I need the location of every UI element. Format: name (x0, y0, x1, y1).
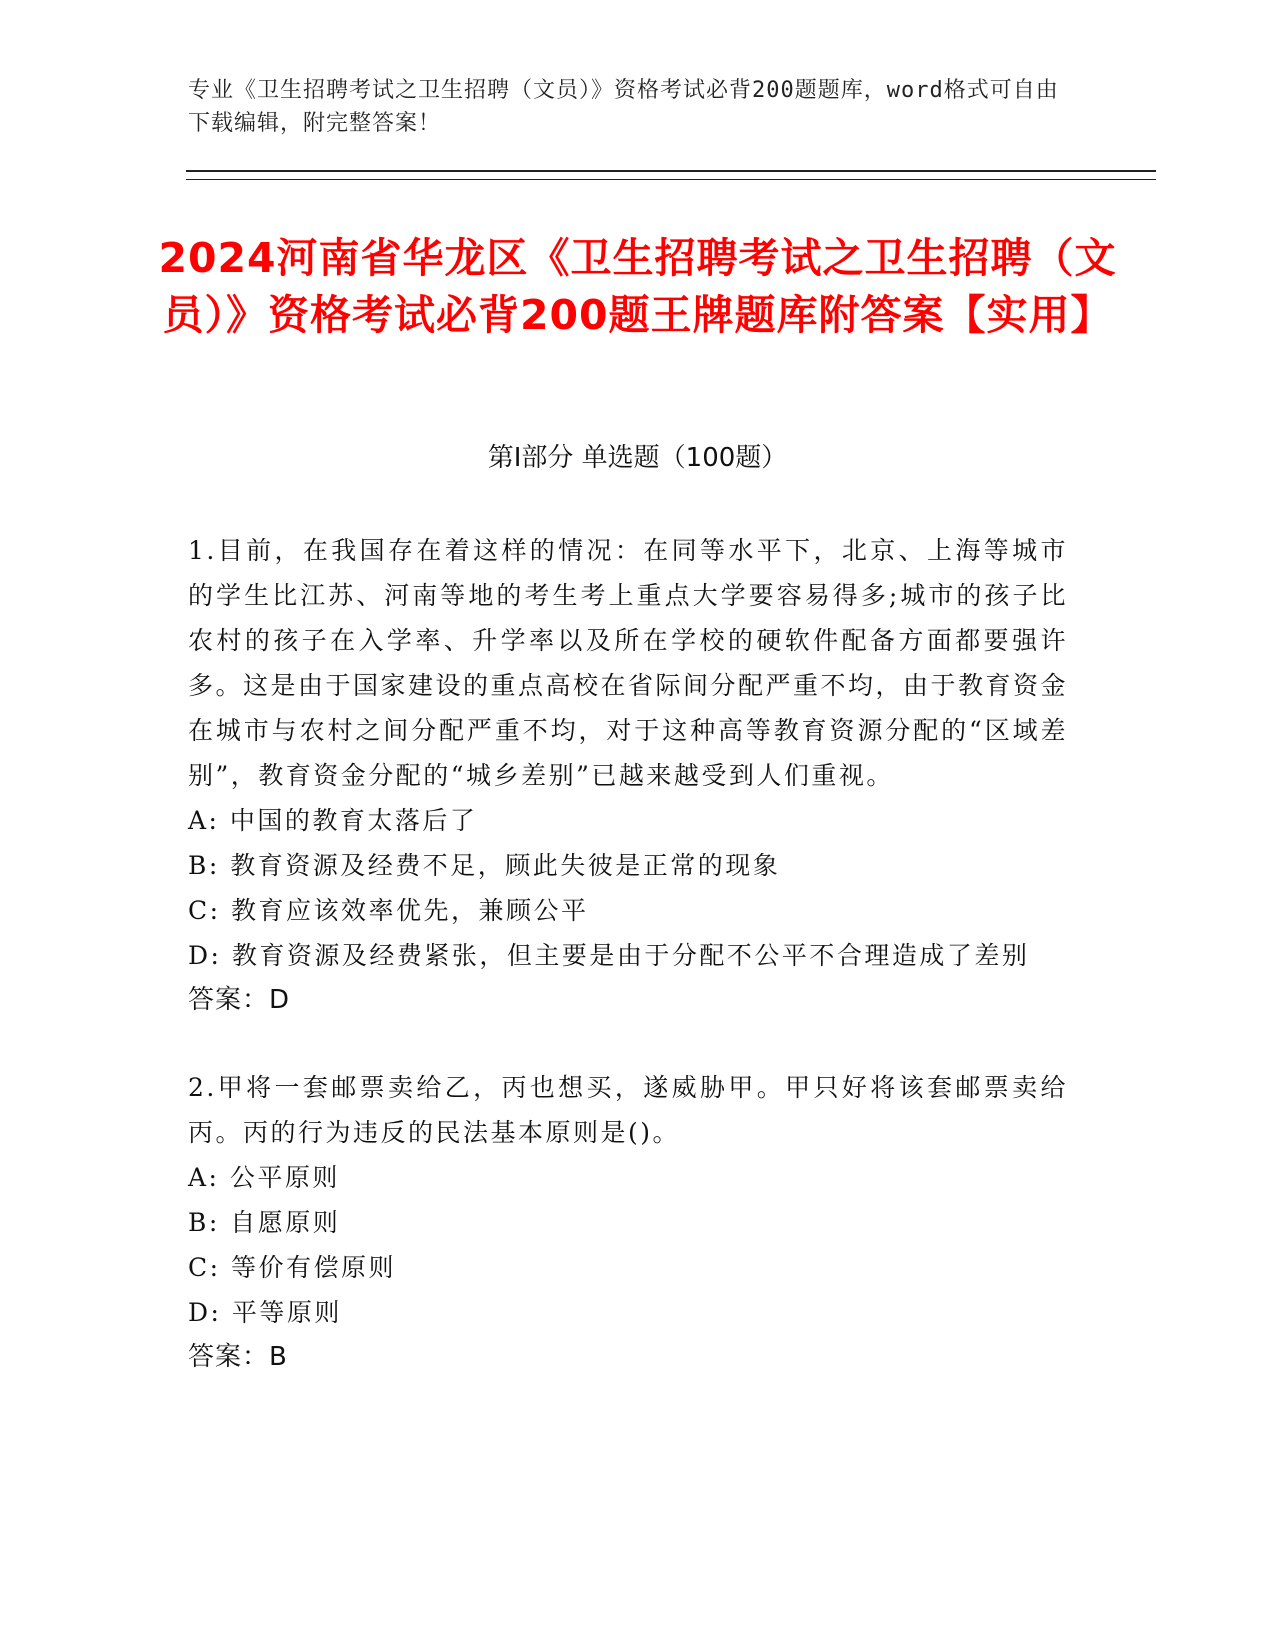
option-c: C: 教育应该效率优先，兼顾公平 (188, 896, 589, 925)
option-list (188, 1155, 1068, 1335)
option-a: A: 公平原则 (188, 1163, 340, 1192)
option-a: A: 中国的教育太落后了 (188, 806, 478, 835)
section-title: 第I部分 单选题（100题） (487, 443, 788, 473)
question-list (188, 528, 1068, 1422)
question-2 (188, 1065, 1068, 1380)
option-c: C: 等价有偿原则 (188, 1253, 396, 1282)
question-stem: 2.甲将一套邮票卖给乙，丙也想买，遂威胁甲。甲只好将该套邮票卖给丙。丙的行为违反的民法基本原则是()。 (188, 1073, 1068, 1147)
document-title: 2024河南省华龙区《卫生招聘考试之卫生招聘（文员）》资格考试必背200题王牌题库附答案【实用】 (158, 234, 1117, 339)
option-list (188, 798, 1068, 978)
header-rule-thin (186, 179, 1156, 180)
answer-label: 答案：B (188, 1342, 288, 1372)
option-b: B: 教育资源及经费不足，顾此失彼是正常的现象 (188, 851, 781, 880)
header-note: 专业《卫生招聘考试之卫生招聘（文员）》资格考试必背200题题库，word格式可自由下载编辑，附完整答案！ (188, 78, 1059, 136)
option-d: D: 教育资源及经费紧张，但主要是由于分配不公平不合理造成了差别 (188, 941, 1030, 970)
question-1 (188, 528, 1068, 1023)
question-stem: 1.目前，在我国存在着这样的情况：在同等水平下，北京、上海等城市的学生比江苏、河南等地的考生考上重点大学要容易得多;城市的孩子比农村的孩子在入学率、升学率以及所在学校的硬软件配备方面都要强许多。这是由于国家建设的重点高校在省际间分配严重不均，由于教育资金在城市与农村之间分配严重不均，对于这种高等教育资源分配的“区域差别”，教育资金分配的“城乡差别”已越来越受到人们重视。 (188, 536, 1069, 790)
header-rule-thick (186, 170, 1156, 172)
answer-label: 答案：D (188, 985, 291, 1015)
option-d: D: 平等原则 (188, 1298, 342, 1327)
option-b: B: 自愿原则 (188, 1208, 341, 1237)
